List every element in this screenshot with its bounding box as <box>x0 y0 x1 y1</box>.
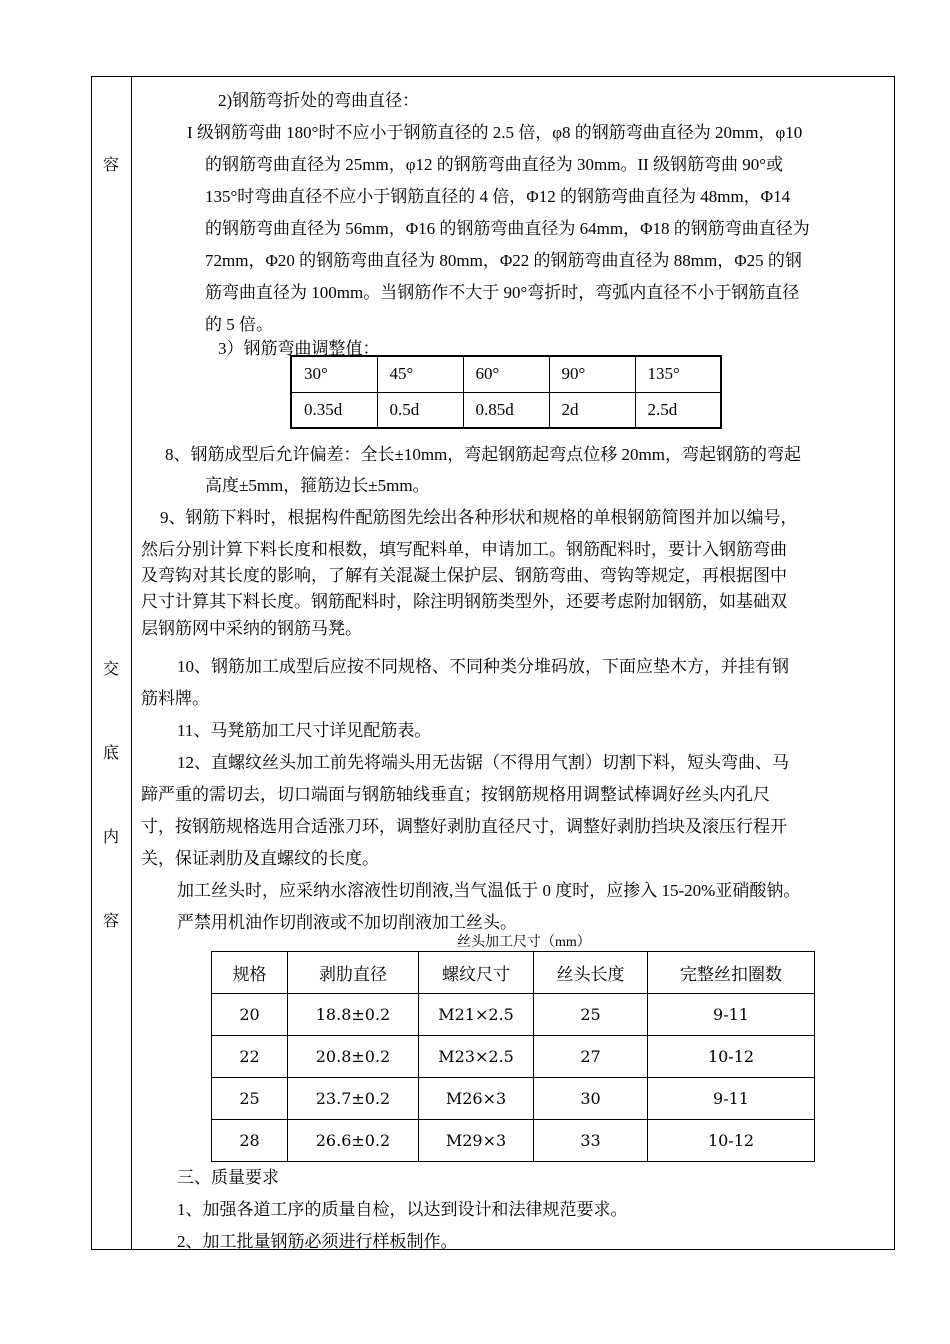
table-cell: 10-12 <box>648 1036 815 1078</box>
text-line: 2、加工批量钢筋必须进行样板制作。 <box>177 1232 458 1251</box>
text-line: 关，保证剥肋及直螺纹的长度。 <box>141 849 379 868</box>
table-cell: M23×2.5 <box>419 1036 534 1078</box>
table-row <box>212 1078 815 1120</box>
bend-value-cell: 2.5d <box>635 392 721 428</box>
text-line: 然后分别计算下料长度和根数，填写配料单，申请加工。钢筋配料时，要计入钢筋弯曲 <box>141 540 787 559</box>
table-header-row <box>212 952 815 994</box>
table-cell: 18.8±0.2 <box>288 994 419 1036</box>
table-cell: 27 <box>534 1036 648 1078</box>
text-line: 12、直螺纹丝头加工前先将端头用无齿锯（不得用气割）切割下料，短头弯曲、马 <box>177 753 789 772</box>
side-label-nei: 内 <box>103 829 120 846</box>
table-cell: 22 <box>212 1036 288 1078</box>
table-row <box>212 1036 815 1078</box>
text-line: 11、马凳筋加工尺寸详见配筋表。 <box>177 721 432 740</box>
side-label-rong-top: 容 <box>103 157 120 174</box>
bend-angle-cell: 60° <box>463 356 549 392</box>
text-line: 10、钢筋加工成型后应按不同规格、不同种类分堆码放，下面应垫木方，并挂有钢 <box>177 657 789 676</box>
side-label-di: 底 <box>103 745 120 762</box>
table-cell: M21×2.5 <box>419 994 534 1036</box>
text-line: I 级钢筋弯曲 180°时不应小于钢筋直径的 2.5 倍，φ8 的钢筋弯曲直径为 20mm，φ10 <box>187 123 803 142</box>
side-label-rong: 容 <box>103 913 120 930</box>
thread-size-table <box>211 951 815 1162</box>
text-line: 的钢筋弯曲直径为 56mm，Φ16 的钢筋弯曲直径为 64mm，Φ18 的钢筋弯曲直径为 <box>205 219 810 238</box>
header-cell: 剥肋直径 <box>288 952 419 994</box>
text-line: 的钢筋弯曲直径为 25mm，φ12 的钢筋弯曲直径为 30mm。II 级钢筋弯曲 90°或 <box>205 155 784 174</box>
text-line: 9、钢筋下料时，根据构件配筋图先绘出各种形状和规格的单根钢筋简图并加以编号， <box>160 508 798 527</box>
table-row <box>212 1120 815 1162</box>
section-heading: 三、质量要求 <box>177 1168 279 1187</box>
text-line: 高度±5mm，箍筋边长±5mm。 <box>205 476 430 495</box>
text-line: 层钢筋网中采纳的钢筋马凳。 <box>141 619 362 638</box>
bend-value-cell: 0.85d <box>463 392 549 428</box>
table-cell: 9-11 <box>648 1078 815 1120</box>
table-cell: 25 <box>212 1078 288 1120</box>
table-cell: 20.8±0.2 <box>288 1036 419 1078</box>
text-line: 筋弯曲直径为 100mm。当钢筋作不大于 90°弯折时，弯弧内直径不小于钢筋直径 <box>205 283 800 302</box>
text-line: 2)钢筋弯折处的弯曲直径： <box>218 91 420 110</box>
text-line: 及弯钩对其长度的影响，了解有关混凝土保护层、钢筋弯曲、弯钩等规定，再根据图中 <box>141 566 787 585</box>
bend-angle-cell: 90° <box>549 356 635 392</box>
table-cell: 30 <box>534 1078 648 1120</box>
column-divider <box>131 76 132 1250</box>
bend-adjustment-table <box>290 355 722 429</box>
header-cell: 完整丝扣圈数 <box>648 952 815 994</box>
table-cell: 10-12 <box>648 1120 815 1162</box>
text-line: 的 5 倍。 <box>205 315 273 334</box>
table-cell: 9-11 <box>648 994 815 1036</box>
bend-angle-cell: 45° <box>377 356 463 392</box>
table-cell: M26×3 <box>419 1078 534 1120</box>
text-line: 135°时弯曲直径不应小于钢筋直径的 4 倍，Φ12 的钢筋弯曲直径为 48mm，Φ14 <box>205 187 791 206</box>
side-label-jiao: 交 <box>103 661 120 678</box>
table-cell: 20 <box>212 994 288 1036</box>
bend-angle-cell: 30° <box>291 356 377 392</box>
text-line: 72mm，Φ20 的钢筋弯曲直径为 80mm，Φ22 的钢筋弯曲直径为 88mm，Φ25 的钢 <box>205 251 802 270</box>
text-line: 尺寸计算其下料长度。钢筋配料时，除注明钢筋类型外，还要考虑附加钢筋，如基础双 <box>141 592 787 611</box>
header-cell: 螺纹尺寸 <box>419 952 534 994</box>
text-line: 严禁用机油作切削液或不加切削液加工丝头。 <box>177 913 517 932</box>
table-cell: 28 <box>212 1120 288 1162</box>
bend-value-cell: 0.5d <box>377 392 463 428</box>
header-cell: 丝头长度 <box>534 952 648 994</box>
text-line: 1、加强各道工序的质量自检，以达到设计和法律规范要求。 <box>177 1200 628 1219</box>
text-line: 寸，按钢筋规格选用合适涨刀环，调整好剥肋直径尺寸，调整好剥肋挡块及滚压行程开 <box>141 817 787 836</box>
table-row <box>212 994 815 1036</box>
table-cell: 23.7±0.2 <box>288 1078 419 1120</box>
text-line: 蹄严重的需切去，切口端面与钢筋轴线垂直；按钢筋规格用调整试棒调好丝头内孔尺 <box>141 785 770 804</box>
bend-value-cell: 2d <box>549 392 635 428</box>
text-line: 3）钢筋弯曲调整值： <box>218 339 380 358</box>
table-cell: 26.6±0.2 <box>288 1120 419 1162</box>
bend-value-cell: 0.35d <box>291 392 377 428</box>
text-line: 8、钢筋成型后允许偏差：全长±10mm，弯起钢筋起弯点位移 20mm，弯起钢筋的弯起 <box>165 445 801 464</box>
table-cell: M29×3 <box>419 1120 534 1162</box>
bend-angle-cell: 135° <box>635 356 721 392</box>
table-cell: 33 <box>534 1120 648 1162</box>
text-line: 加工丝头时，应采纳水溶液性切削液,当气温低于 0 度时，应掺入 15-20%亚硝酸钠。 <box>177 881 801 900</box>
text-line: 筋料牌。 <box>141 689 209 708</box>
table-cell: 25 <box>534 994 648 1036</box>
header-cell: 规格 <box>212 952 288 994</box>
thread-table-caption: 丝头加工尺寸（mm） <box>457 935 591 950</box>
